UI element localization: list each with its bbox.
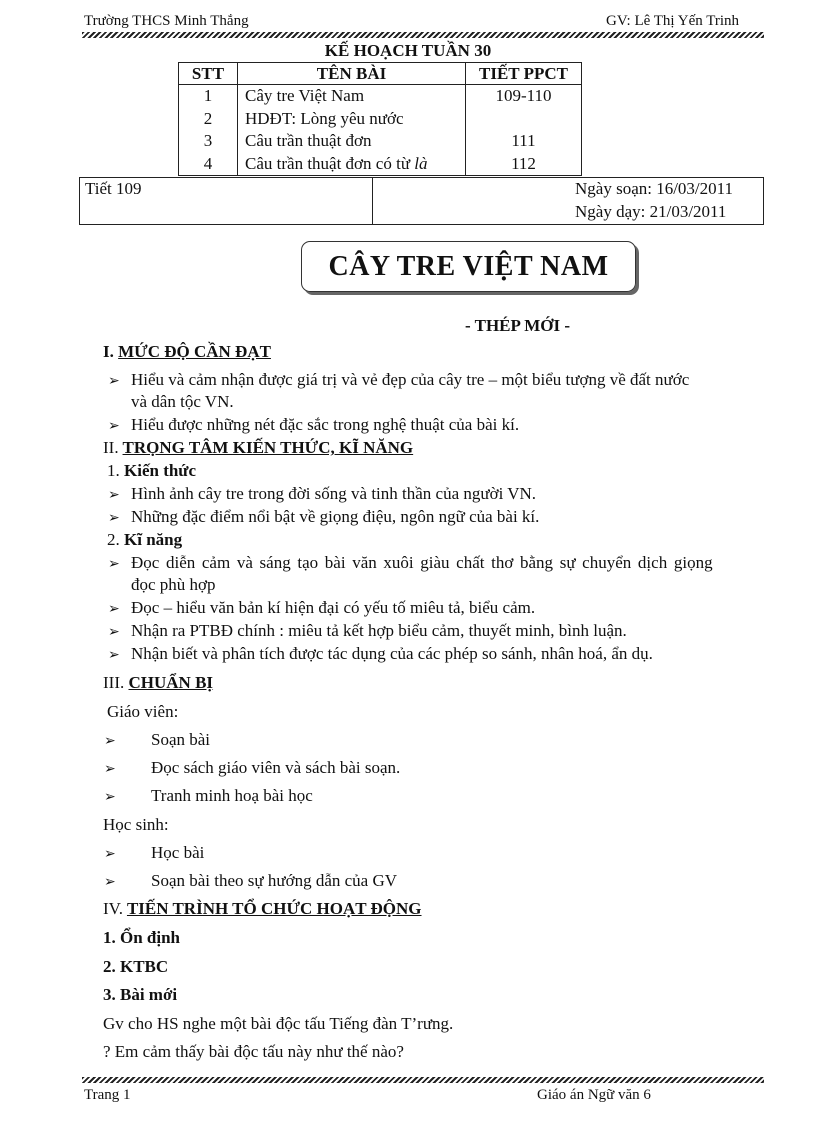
arrow-bullet-icon: ➢ — [108, 625, 120, 640]
section-number: I. — [103, 342, 114, 361]
section-title: CHUẨN BỊ — [128, 673, 214, 692]
table-row — [179, 85, 582, 108]
plan-title: KẾ HOẠCH TUẦN 30 — [324, 41, 492, 60]
arrow-bullet-icon: ➢ — [108, 374, 120, 389]
step-3: 3. Bài mới — [103, 985, 178, 1004]
paragraph: ? Em cảm thấy bài độc tấu này như thế nào? — [103, 1042, 404, 1061]
arrow-bullet-icon: ➢ — [104, 762, 116, 777]
section-title: TIẾN TRÌNH TỔ CHỨC HOẠT ĐỘNG — [126, 899, 422, 918]
header-school: Trường THCS Minh Thắng — [84, 13, 249, 29]
list-item: Soạn bài — [151, 730, 211, 749]
list-item: Nhận biết và phân tích được tác dụng của các phép so sánh, nhân hoá, ẩn dụ. — [131, 644, 653, 663]
subsection-number: 2. — [107, 530, 120, 549]
section-number: III. — [103, 673, 125, 692]
section-title: MỨC ĐỘ CẦN ĐẠT — [118, 342, 271, 361]
arrow-bullet-icon: ➢ — [104, 790, 116, 805]
row-name: Cây tre Việt Nam — [238, 85, 466, 108]
row-period: 109-110 — [466, 85, 582, 108]
row-stt: 1 — [179, 85, 238, 108]
list-item: Đọc – hiểu văn bản kí hiện đại có yếu tố miêu tả, biểu cảm. — [131, 598, 536, 617]
subsection-title: Kĩ năng — [124, 530, 183, 549]
row-stt: 4 — [179, 153, 238, 176]
subsection-heading — [107, 530, 182, 550]
section-number: IV. — [103, 899, 123, 918]
footer-divider — [82, 1077, 764, 1083]
section-title: TRỌNG TÂM KIẾN THỨC, KĨ NĂNG — [122, 438, 414, 457]
list-item: Đọc sách giáo viên và sách bài soạn. — [151, 758, 401, 777]
arrow-bullet-icon: ➢ — [108, 648, 120, 663]
footer-page: Trang 1 — [84, 1087, 131, 1103]
row-name-italic: là — [414, 153, 428, 173]
list-item: Học bài — [151, 843, 205, 862]
arrow-bullet-icon: ➢ — [108, 557, 120, 572]
table-row — [179, 153, 582, 176]
header-teacher: GV: Lê Thị Yến Trinh — [606, 13, 740, 29]
col-name: TÊN BÀI — [238, 63, 466, 85]
info-divider — [372, 178, 373, 224]
list-item: Hiểu và cảm nhận được giá trị và vẻ đẹp của cây tre – một biểu tượng về đất nước — [131, 370, 690, 389]
lesson-author: - THÉP MỚI - — [465, 316, 570, 335]
section-4-heading — [103, 899, 422, 919]
arrow-bullet-icon: ➢ — [108, 419, 120, 434]
row-name: Câu trần thuật đơn — [238, 130, 466, 153]
row-period — [466, 108, 582, 131]
step-1: 1. Ổn định — [103, 928, 181, 947]
section-1-heading — [103, 342, 271, 362]
row-period: 112 — [466, 153, 582, 176]
header-divider — [82, 32, 764, 38]
table-row — [179, 130, 582, 153]
arrow-bullet-icon: ➢ — [104, 734, 116, 749]
list-item: Nhận ra PTBĐ chính : miêu tả kết hợp biểu cảm, thuyết minh, bình luận. — [131, 621, 627, 640]
prep-date: Ngày soạn: 16/03/2011 — [575, 179, 734, 198]
table-row — [179, 108, 582, 131]
row-stt: 2 — [179, 108, 238, 131]
list-item: Soạn bài theo sự hướng dẫn của GV — [151, 871, 398, 890]
row-name — [238, 153, 466, 176]
student-label: Học sinh: — [103, 815, 169, 834]
row-name-text: Câu trần thuật đơn có từ — [245, 153, 415, 173]
section-3-heading — [103, 673, 213, 693]
list-item-cont: và dân tộc VN. — [131, 392, 234, 411]
list-item: Tranh minh hoạ bài học — [151, 786, 313, 805]
row-period: 111 — [466, 130, 582, 153]
subsection-number: 1. — [107, 461, 120, 480]
subsection-heading — [107, 461, 196, 481]
arrow-bullet-icon: ➢ — [104, 875, 116, 890]
section-2-heading — [103, 438, 413, 458]
plan-table — [178, 62, 582, 176]
list-item: Những đặc điểm nổi bật về giọng điệu, ngôn ngữ của bài kí. — [131, 507, 540, 526]
col-stt: STT — [179, 63, 238, 85]
row-stt: 3 — [179, 130, 238, 153]
teacher-label: Giáo viên: — [107, 702, 179, 721]
arrow-bullet-icon: ➢ — [108, 602, 120, 617]
footer-doc: Giáo án Ngữ văn 6 — [537, 1087, 651, 1103]
list-item-cont: đọc phù hợp — [131, 575, 216, 594]
teach-date: Ngày dạy: 21/03/2011 — [575, 202, 727, 221]
arrow-bullet-icon: ➢ — [104, 847, 116, 862]
section-number: II. — [103, 438, 119, 457]
plan-header-row — [179, 63, 582, 85]
list-item: Đọc diễn cảm và sáng tạo bài văn xuôi giàu chất thơ bằng sự chuyển dịch giọng — [131, 553, 713, 572]
list-item: Hình ảnh cây tre trong đời sống và tinh thần của người VN. — [131, 484, 537, 503]
subsection-title: Kiến thức — [124, 461, 197, 480]
period-label: Tiết 109 — [85, 179, 142, 198]
paragraph: Gv cho HS nghe một bài độc tấu Tiếng đàn T’rưng. — [103, 1014, 454, 1033]
lesson-info-box — [79, 177, 764, 225]
list-item: Hiểu được những nét đặc sắc trong nghệ thuật của bài kí. — [131, 415, 520, 434]
arrow-bullet-icon: ➢ — [108, 511, 120, 526]
arrow-bullet-icon: ➢ — [108, 488, 120, 503]
step-2: 2. KTBC — [103, 957, 169, 976]
col-period: TIẾT PPCT — [466, 63, 582, 85]
row-name: HDĐT: Lòng yêu nước — [238, 108, 466, 131]
lesson-title: CÂY TRE VIỆT NAM — [301, 241, 636, 292]
